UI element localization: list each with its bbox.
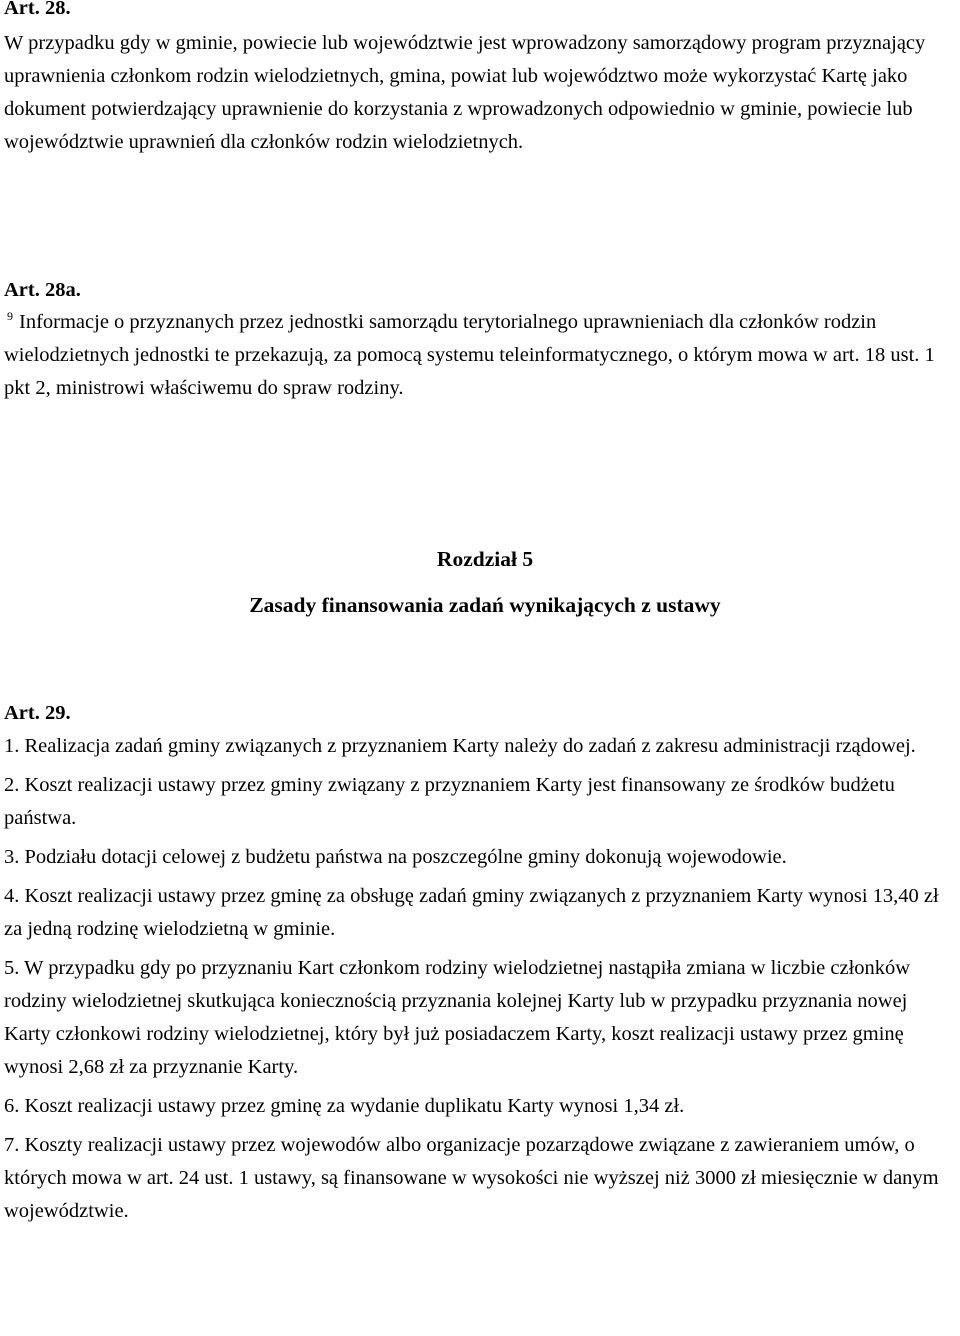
- article-29-point-3: 3. Podziału dotacji celowej z budżetu państwa na poszczególne gminy dokonują wojewodowie.: [4, 846, 787, 868]
- article-29-point-7: 7. Koszty realizacji ustawy przez wojewodów albo organizacje pozarządowe związane z zawieraniem umów, o których mowa w art. 24 ust. 1 ustawy, są finansowane w wysokości nie wyższej niż 3000 zł miesięcznie w danym województwie.: [4, 1134, 939, 1222]
- chapter-number: Rozdział 5: [436, 547, 534, 571]
- article-29-heading: Art. 29.: [4, 702, 71, 724]
- article-28a-paragraph: [4, 306, 958, 405]
- article-28-heading: Art. 28.: [4, 0, 71, 19]
- article-29-point-2: 2. Koszt realizacji ustawy przez gminy związany z przyznaniem Karty jest finansowany ze środków budżetu państwa.: [4, 774, 895, 829]
- article-29-point-4: 4. Koszt realizacji ustawy przez gminę za obsługę zadań gminy związanych z przyznaniem Karty wynosi 13,40 zł za jedną rodzinę wielodzietną w gminie.: [4, 885, 939, 940]
- article-29-points: [4, 730, 958, 1234]
- chapter-title: Zasady finansowania zadań wynikających z ustawy: [249, 593, 721, 617]
- article-28-text: W przypadku gdy w gminie, powiecie lub województwie jest wprowadzony samorządowy program przyznający uprawnienia członkom rodzin wielodzietnych, gmina, powiat lub województwo może wykorzystać Kartę jako dokument potwierdzający uprawnienie do korzystania z wprowadzonych odpowiednio w gminie, powiecie lub województwie uprawnień dla członków rodzin wielodzietnych.: [4, 32, 926, 153]
- article-29-point-1: 1. Realizacja zadań gminy związanych z przyznaniem Karty należy do zadań z zakresu administracji rządowej.: [4, 735, 916, 757]
- footnote-marker: 9: [7, 309, 13, 323]
- article-29-point-5: 5. W przypadku gdy po przyznaniu Kart członkom rodziny wielodzietnej nastąpiła zmiana w liczbie członków rodziny wielodzietnej skutkująca koniecznością przyznania kolejnej Karty lub w przypadku przyznania nowej Karty członkowi rodziny wielodzietnej, który był już posiadaczem Karty, koszt realizacji ustawy przez gminę wynosi 2,68 zł za przyznanie Karty.: [4, 957, 911, 1078]
- article-29-point-6: 6. Koszt realizacji ustawy przez gminę za wydanie duplikatu Karty wynosi 1,34 zł.: [4, 1095, 685, 1117]
- article-28a-heading: Art. 28a.: [4, 279, 81, 301]
- article-28a-text: Informacje o przyznanych przez jednostki samorządu terytorialnego uprawnieniach dla członków rodzin wielodzietnych jednostki te przekazują, za pomocą systemu teleinformatycznego, o którym mowa w art. 18 ust. 1 pkt 2, ministrowi właściwemu do spraw rodziny.: [4, 311, 935, 399]
